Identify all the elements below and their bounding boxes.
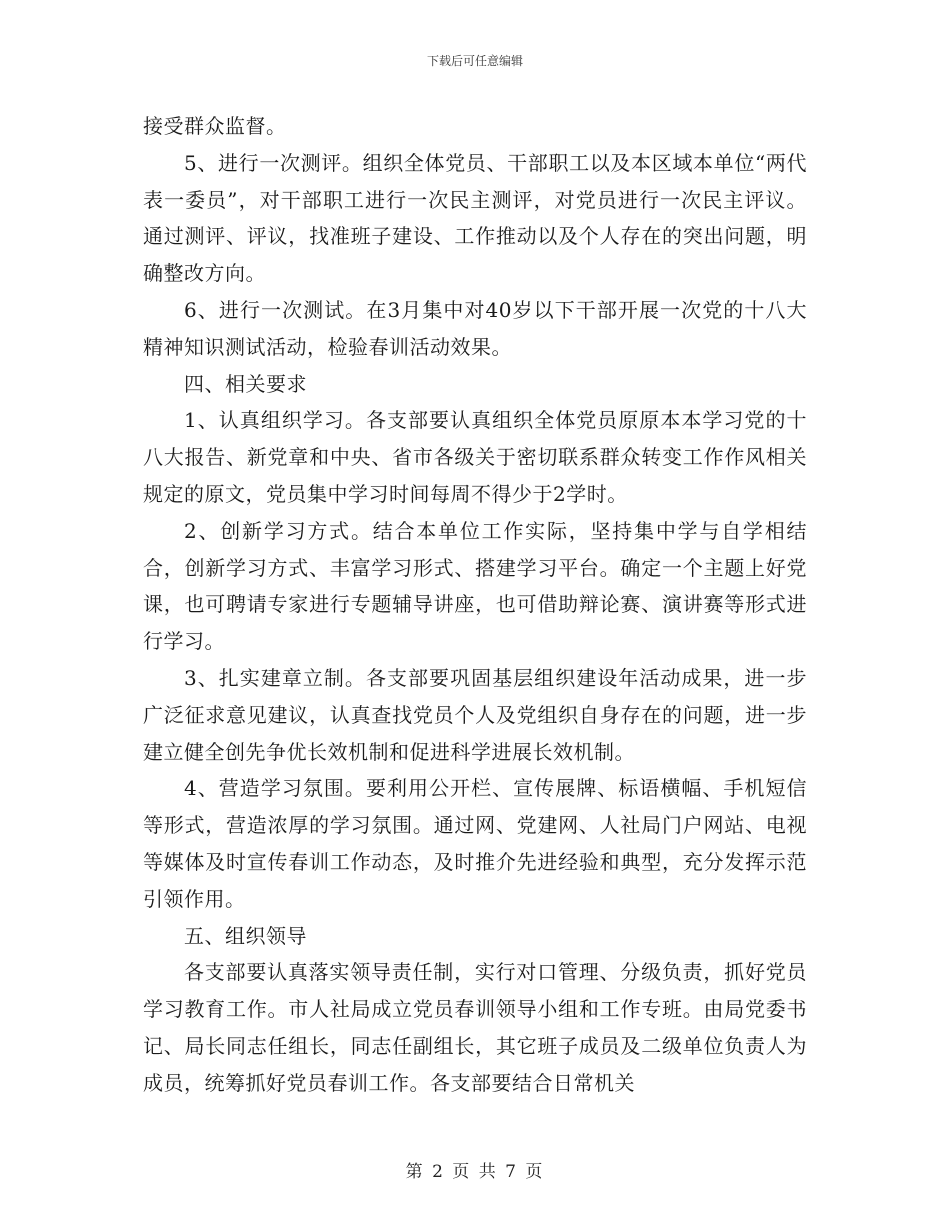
paragraph: 5、进行一次测评。组织全体党员、干部职工以及本区域本单位“两代表一委员”，对干部职工进行一次民主测评，对党员进行一次民主评议。通过测评、评议，找准班子建设、工作推动以及个人存在的突出问题，明确整改方向。 [143, 150, 807, 286]
page-number: 第 2 页 共 7 页 [405, 1162, 545, 1182]
page-header: 下载后可任意编辑 [426, 54, 523, 68]
paragraph: 4、营造学习氛围。要利用公开栏、宣传展牌、标语横幅、手机短信等形式，营造浓厚的学习氛围。通过网、党建网、人社局门户网站、电视等媒体及时宣传春训工作动态，及时推介先进经验和典型，充分发挥示范引领作用。 [143, 776, 807, 911]
paragraph: 接受群众监督。 [143, 114, 287, 138]
document-body [143, 108, 807, 1102]
paragraph: 2、创新学习方式。结合本单位工作实际，坚持集中学与自学相结合，创新学习方式、丰富学习形式、搭建学习平台。确定一个主题上好党课，也可聘请专家进行专题辅导讲座，也可借助辩论赛、演讲赛等形式进行学习。 [143, 518, 807, 654]
paragraph: 1、认真组织学习。各支部要认真组织全体党员原原本本学习党的十八大报告、新党章和中央、省市各级关于密切联系群众转变工作作风相关规定的原文，党员集中学习时间每周不得少于2学时。 [143, 408, 807, 506]
section-heading: 五、组织领导 [184, 923, 307, 948]
paragraph: 6、进行一次测试。在3月集中对40岁以下干部开展一次党的十八大精神知识测试活动，检验春训活动效果。 [143, 297, 807, 359]
paragraph: 各支部要认真落实领导责任制，实行对口管理、分级负责，抓好党员学习教育工作。市人社局成立党员春训领导小组和工作专班。由局党委书记、局长同志任组长，同志任副组长，其它班子成员及二级单位负责人为成员，统筹抓好党员春训工作。各支部要结合日常机关 [143, 960, 807, 1095]
paragraph: 3、扎实建章立制。各支部要巩固基层组织建设年活动成果，进一步广泛征求意见建议，认真查找党员个人及党组织自身存在的问题，进一步建立健全创先争优长效机制和促进科学进展长效机制。 [143, 665, 807, 764]
section-heading: 四、相关要求 [184, 371, 307, 396]
